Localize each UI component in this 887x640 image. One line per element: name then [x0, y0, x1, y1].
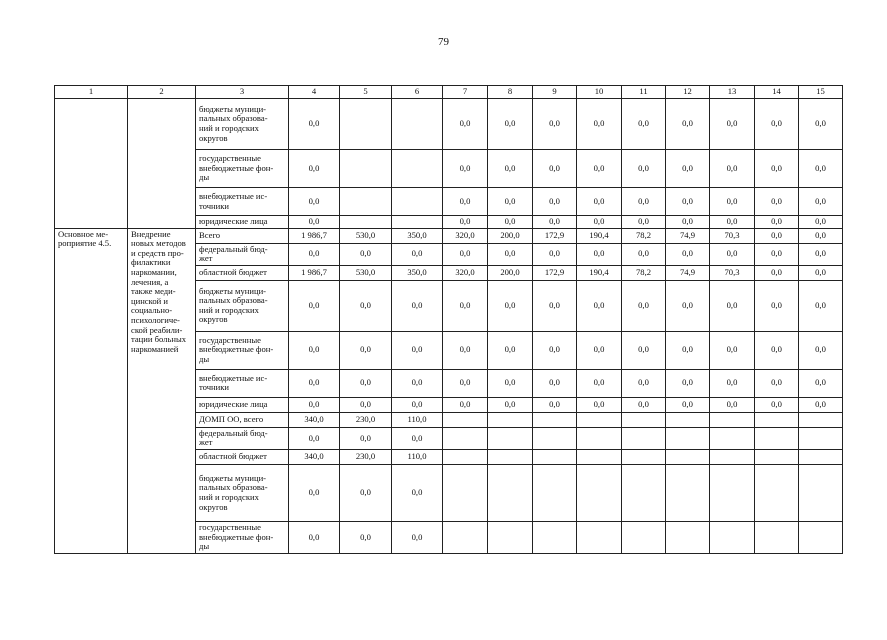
value-cell: 350,0 [392, 228, 443, 243]
value-cell: 0,0 [799, 150, 843, 188]
value-cell: 190,4 [577, 228, 622, 243]
value-cell: 0,0 [289, 243, 340, 265]
header-cell: 3 [196, 86, 289, 99]
description-cell [128, 99, 196, 229]
value-cell: 0,0 [666, 243, 710, 265]
value-cell [488, 412, 533, 427]
measure-cell [55, 99, 128, 229]
value-cell [622, 449, 666, 464]
value-cell: 0,0 [533, 216, 577, 229]
value-cell: 0,0 [799, 216, 843, 229]
value-cell: 0,0 [443, 243, 488, 265]
value-cell: 0,0 [666, 99, 710, 150]
value-cell: 0,0 [392, 427, 443, 449]
value-cell: 0,0 [666, 216, 710, 229]
value-cell: 70,3 [710, 228, 755, 243]
value-cell: 0,0 [289, 369, 340, 397]
value-cell [577, 427, 622, 449]
value-cell: 0,0 [443, 99, 488, 150]
description-cell: Внедрение новых методов и средств про- филактики наркомании, лечения, а также меди- цинской и социально- психологиче- ской реабили- тации больных наркоманией [128, 228, 196, 553]
header-cell: 7 [443, 86, 488, 99]
value-cell: 0,0 [443, 150, 488, 188]
header-cell: 5 [340, 86, 392, 99]
value-cell [799, 521, 843, 553]
value-cell: 0,0 [755, 265, 799, 280]
value-cell: 0,0 [392, 280, 443, 331]
value-cell: 0,0 [488, 188, 533, 216]
value-cell: 0,0 [488, 99, 533, 150]
value-cell: 0,0 [443, 216, 488, 229]
value-cell: 0,0 [443, 280, 488, 331]
value-cell: 0,0 [289, 331, 340, 369]
header-cell: 10 [577, 86, 622, 99]
value-cell [533, 449, 577, 464]
value-cell [443, 412, 488, 427]
value-cell: 0,0 [340, 397, 392, 412]
value-cell: 0,0 [533, 188, 577, 216]
value-cell: 0,0 [289, 397, 340, 412]
value-cell: 0,0 [710, 243, 755, 265]
value-cell [710, 412, 755, 427]
value-cell [666, 427, 710, 449]
value-cell: 0,0 [577, 216, 622, 229]
value-cell [392, 188, 443, 216]
table-row [55, 99, 843, 150]
value-cell: 0,0 [443, 188, 488, 216]
value-cell: 0,0 [577, 369, 622, 397]
header-cell: 11 [622, 86, 666, 99]
value-cell [392, 150, 443, 188]
value-cell: 0,0 [799, 99, 843, 150]
value-cell [622, 412, 666, 427]
value-cell [443, 464, 488, 521]
value-cell: 0,0 [755, 243, 799, 265]
value-cell [340, 216, 392, 229]
value-cell: 0,0 [488, 280, 533, 331]
table-row [55, 228, 843, 243]
value-cell [533, 521, 577, 553]
value-cell: 0,0 [666, 369, 710, 397]
value-cell: 0,0 [577, 243, 622, 265]
header-cell: 2 [128, 86, 196, 99]
value-cell: 0,0 [666, 188, 710, 216]
value-cell: 0,0 [289, 521, 340, 553]
value-cell: 0,0 [622, 99, 666, 150]
value-cell [577, 449, 622, 464]
value-cell: 0,0 [533, 150, 577, 188]
funding-source-cell: областной бюджет [196, 449, 289, 464]
value-cell: 78,2 [622, 265, 666, 280]
funding-source-cell: внебюджетные ис- точники [196, 188, 289, 216]
value-cell: 0,0 [799, 228, 843, 243]
value-cell: 0,0 [533, 369, 577, 397]
value-cell: 0,0 [622, 243, 666, 265]
value-cell: 172,9 [533, 228, 577, 243]
value-cell: 74,9 [666, 228, 710, 243]
value-cell: 0,0 [799, 265, 843, 280]
value-cell [666, 449, 710, 464]
value-cell [533, 464, 577, 521]
value-cell: 0,0 [799, 243, 843, 265]
value-cell: 0,0 [488, 331, 533, 369]
funding-source-cell: юридические лица [196, 397, 289, 412]
value-cell: 110,0 [392, 449, 443, 464]
value-cell [622, 427, 666, 449]
value-cell: 0,0 [710, 397, 755, 412]
value-cell [710, 449, 755, 464]
funding-source-cell: бюджеты муници- пальных образова- ний и городских округов [196, 280, 289, 331]
value-cell: 0,0 [443, 331, 488, 369]
value-cell: 0,0 [340, 331, 392, 369]
value-cell: 0,0 [755, 369, 799, 397]
value-cell: 0,0 [392, 331, 443, 369]
value-cell [799, 427, 843, 449]
value-cell [443, 427, 488, 449]
value-cell: 0,0 [488, 216, 533, 229]
value-cell: 0,0 [755, 331, 799, 369]
value-cell [666, 464, 710, 521]
value-cell [622, 464, 666, 521]
value-cell [488, 521, 533, 553]
value-cell: 0,0 [289, 280, 340, 331]
funding-source-cell: бюджеты муници- пальных образова- ний и городских округов [196, 99, 289, 150]
header-cell: 8 [488, 86, 533, 99]
value-cell: 0,0 [533, 397, 577, 412]
value-cell: 0,0 [340, 521, 392, 553]
value-cell: 0,0 [443, 369, 488, 397]
value-cell: 0,0 [392, 397, 443, 412]
value-cell: 0,0 [666, 397, 710, 412]
measure-cell: Основное ме- роприятие 4.5. [55, 228, 128, 553]
value-cell [755, 427, 799, 449]
value-cell: 172,9 [533, 265, 577, 280]
value-cell: 0,0 [392, 521, 443, 553]
value-cell [533, 427, 577, 449]
value-cell: 0,0 [710, 99, 755, 150]
value-cell: 0,0 [577, 280, 622, 331]
value-cell: 0,0 [710, 280, 755, 331]
value-cell [577, 464, 622, 521]
value-cell: 0,0 [340, 427, 392, 449]
value-cell: 0,0 [622, 188, 666, 216]
value-cell: 110,0 [392, 412, 443, 427]
value-cell: 0,0 [488, 150, 533, 188]
value-cell: 0,0 [392, 464, 443, 521]
value-cell: 0,0 [289, 427, 340, 449]
value-cell: 0,0 [666, 331, 710, 369]
value-cell [710, 521, 755, 553]
value-cell: 340,0 [289, 449, 340, 464]
value-cell [755, 464, 799, 521]
value-cell: 0,0 [533, 99, 577, 150]
value-cell: 0,0 [799, 369, 843, 397]
value-cell [666, 412, 710, 427]
value-cell: 78,2 [622, 228, 666, 243]
value-cell: 0,0 [289, 188, 340, 216]
value-cell [710, 427, 755, 449]
budget-table [54, 85, 843, 554]
value-cell [488, 464, 533, 521]
value-cell: 0,0 [488, 369, 533, 397]
value-cell [799, 412, 843, 427]
value-cell: 0,0 [799, 188, 843, 216]
value-cell: 0,0 [755, 188, 799, 216]
value-cell: 0,0 [710, 150, 755, 188]
value-cell: 74,9 [666, 265, 710, 280]
value-cell: 0,0 [392, 243, 443, 265]
value-cell [392, 99, 443, 150]
funding-source-cell: юридические лица [196, 216, 289, 229]
value-cell [755, 521, 799, 553]
value-cell: 1 986,7 [289, 228, 340, 243]
funding-source-cell: государственные внебюджетные фон- ды [196, 521, 289, 553]
value-cell: 0,0 [340, 369, 392, 397]
value-cell: 1 986,7 [289, 265, 340, 280]
funding-source-cell: государственные внебюджетные фон- ды [196, 150, 289, 188]
value-cell: 230,0 [340, 449, 392, 464]
header-cell: 1 [55, 86, 128, 99]
value-cell: 0,0 [289, 216, 340, 229]
value-cell: 0,0 [799, 397, 843, 412]
header-row [55, 86, 843, 99]
funding-source-cell: федеральный бюд- жет [196, 243, 289, 265]
value-cell: 0,0 [622, 369, 666, 397]
value-cell: 0,0 [577, 99, 622, 150]
value-cell: 0,0 [755, 216, 799, 229]
header-cell: 14 [755, 86, 799, 99]
value-cell [533, 412, 577, 427]
value-cell: 0,0 [577, 150, 622, 188]
value-cell [392, 216, 443, 229]
funding-source-cell: бюджеты муници- пальных образова- ний и городских округов [196, 464, 289, 521]
funding-source-cell: областной бюджет [196, 265, 289, 280]
value-cell: 200,0 [488, 265, 533, 280]
value-cell: 0,0 [622, 280, 666, 331]
value-cell: 0,0 [622, 150, 666, 188]
value-cell [622, 521, 666, 553]
value-cell [577, 521, 622, 553]
value-cell: 0,0 [533, 331, 577, 369]
value-cell: 200,0 [488, 228, 533, 243]
value-cell: 0,0 [799, 280, 843, 331]
value-cell: 0,0 [666, 150, 710, 188]
value-cell: 230,0 [340, 412, 392, 427]
value-cell: 0,0 [755, 228, 799, 243]
value-cell: 0,0 [710, 188, 755, 216]
funding-source-cell: ДОМП ОО, всего [196, 412, 289, 427]
value-cell: 0,0 [710, 331, 755, 369]
value-cell [340, 150, 392, 188]
value-cell [340, 99, 392, 150]
header-cell: 9 [533, 86, 577, 99]
value-cell [488, 449, 533, 464]
value-cell: 0,0 [340, 243, 392, 265]
value-cell [488, 427, 533, 449]
value-cell: 0,0 [622, 331, 666, 369]
value-cell: 0,0 [443, 397, 488, 412]
value-cell [443, 449, 488, 464]
value-cell: 0,0 [577, 397, 622, 412]
header-cell: 15 [799, 86, 843, 99]
value-cell: 0,0 [622, 397, 666, 412]
value-cell: 70,3 [710, 265, 755, 280]
value-cell [799, 464, 843, 521]
funding-source-cell: внебюджетные ис- точники [196, 369, 289, 397]
page-number: 79 [438, 36, 449, 48]
value-cell: 0,0 [577, 188, 622, 216]
value-cell: 350,0 [392, 265, 443, 280]
funding-source-cell: государственные внебюджетные фон- ды [196, 331, 289, 369]
value-cell: 0,0 [666, 280, 710, 331]
value-cell: 320,0 [443, 228, 488, 243]
value-cell: 530,0 [340, 265, 392, 280]
value-cell [443, 521, 488, 553]
value-cell: 0,0 [577, 331, 622, 369]
value-cell: 0,0 [710, 369, 755, 397]
value-cell [755, 449, 799, 464]
value-cell: 190,4 [577, 265, 622, 280]
value-cell [666, 521, 710, 553]
value-cell [577, 412, 622, 427]
value-cell [755, 412, 799, 427]
header-cell: 12 [666, 86, 710, 99]
value-cell: 0,0 [533, 243, 577, 265]
value-cell: 0,0 [533, 280, 577, 331]
value-cell: 0,0 [799, 331, 843, 369]
value-cell: 320,0 [443, 265, 488, 280]
value-cell: 0,0 [289, 150, 340, 188]
value-cell [710, 464, 755, 521]
value-cell: 530,0 [340, 228, 392, 243]
value-cell: 0,0 [340, 280, 392, 331]
value-cell: 0,0 [755, 150, 799, 188]
value-cell: 0,0 [392, 369, 443, 397]
value-cell: 0,0 [289, 464, 340, 521]
funding-source-cell: Всего [196, 228, 289, 243]
value-cell: 0,0 [755, 397, 799, 412]
value-cell: 0,0 [755, 99, 799, 150]
header-cell: 6 [392, 86, 443, 99]
value-cell: 0,0 [622, 216, 666, 229]
value-cell: 0,0 [710, 216, 755, 229]
value-cell: 0,0 [488, 243, 533, 265]
value-cell: 0,0 [289, 99, 340, 150]
header-cell: 4 [289, 86, 340, 99]
value-cell [799, 449, 843, 464]
funding-source-cell: федеральный бюд- жет [196, 427, 289, 449]
value-cell: 0,0 [340, 464, 392, 521]
value-cell [340, 188, 392, 216]
header-cell: 13 [710, 86, 755, 99]
value-cell: 0,0 [488, 397, 533, 412]
value-cell: 0,0 [755, 280, 799, 331]
value-cell: 340,0 [289, 412, 340, 427]
